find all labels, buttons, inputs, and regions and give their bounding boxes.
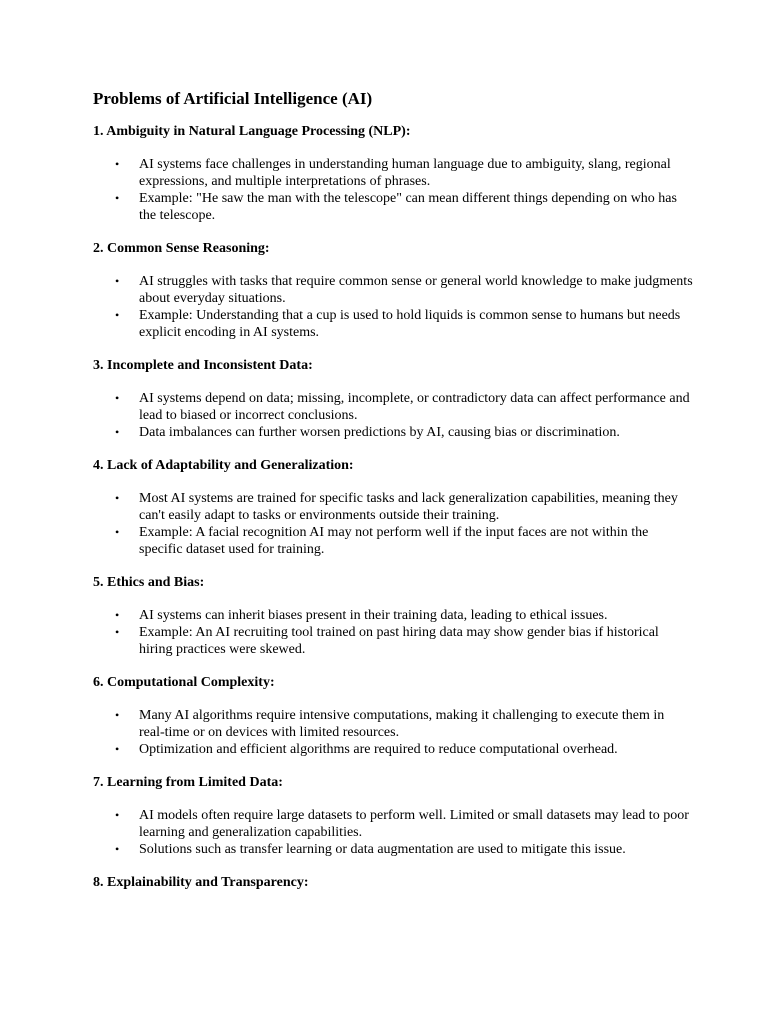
bullet-icon: • bbox=[115, 308, 120, 322]
list-item-text: AI systems can inherit biases present in their training data, leading to ethical issues. bbox=[139, 608, 608, 623]
list-item-text: AI systems depend on data; missing, incomplete, or contradictory data can affect performance and lead to biased or incorrect conclusions. bbox=[139, 391, 690, 423]
section-3 bbox=[93, 357, 693, 441]
section-6 bbox=[93, 674, 693, 758]
bullet-icon: • bbox=[115, 525, 120, 539]
bullet-icon: • bbox=[115, 808, 120, 822]
list-item bbox=[93, 156, 693, 190]
list-item-text: Solutions such as transfer learning or data augmentation are used to mitigate this issue. bbox=[139, 842, 626, 857]
bullet-icon: • bbox=[115, 842, 120, 856]
bullet-icon: • bbox=[115, 274, 120, 288]
section-heading: 8. Explainability and Transparency: bbox=[93, 875, 309, 890]
bullet-list bbox=[93, 490, 693, 558]
list-item-text: Most AI systems are trained for specific tasks and lack generalization capabilities, meaning they can't easily adapt to tasks or environments outside their training. bbox=[139, 491, 678, 523]
bullet-list bbox=[93, 156, 693, 224]
section-heading: 7. Learning from Limited Data: bbox=[93, 775, 283, 790]
list-item-text: Example: An AI recruiting tool trained on past hiring data may show gender bias if historical hiring practices were skewed. bbox=[139, 625, 659, 657]
bullet-icon: • bbox=[115, 425, 120, 439]
list-item bbox=[93, 807, 693, 841]
section-4 bbox=[93, 457, 693, 558]
list-item bbox=[93, 524, 693, 558]
section-5 bbox=[93, 574, 693, 658]
bullet-icon: • bbox=[115, 608, 120, 622]
list-item-text: Many AI algorithms require intensive computations, making it challenging to execute them in real-time or on devices with limited resources. bbox=[139, 708, 665, 740]
list-item bbox=[93, 307, 693, 341]
bullet-list bbox=[93, 390, 693, 441]
list-item-text: Example: A facial recognition AI may not perform well if the input faces are not within the specific dataset used for training. bbox=[139, 525, 649, 557]
list-item bbox=[93, 707, 693, 741]
section-heading: 6. Computational Complexity: bbox=[93, 675, 275, 690]
section-heading: 4. Lack of Adaptability and Generalization: bbox=[93, 458, 354, 473]
list-item bbox=[93, 190, 693, 224]
list-item bbox=[93, 841, 693, 858]
list-item-text: AI models often require large datasets to perform well. Limited or small datasets may lead to poor learning and generalization capabilities. bbox=[139, 808, 689, 840]
bullet-icon: • bbox=[115, 157, 120, 171]
section-8 bbox=[93, 874, 693, 891]
document-title: Problems of Artificial Intelligence (AI) bbox=[93, 89, 373, 108]
list-item bbox=[93, 390, 693, 424]
bullet-icon: • bbox=[115, 391, 120, 405]
bullet-icon: • bbox=[115, 625, 120, 639]
section-heading: 1. Ambiguity in Natural Language Processing (NLP): bbox=[93, 124, 411, 139]
list-item bbox=[93, 424, 693, 441]
list-item bbox=[93, 741, 693, 758]
bullet-list bbox=[93, 607, 693, 658]
bullet-list bbox=[93, 273, 693, 341]
bullet-list bbox=[93, 807, 693, 858]
list-item-text: Example: "He saw the man with the telescope" can mean different things depending on who has the telescope. bbox=[139, 191, 677, 223]
section-7 bbox=[93, 774, 693, 858]
bullet-list bbox=[93, 707, 693, 758]
list-item-text: AI struggles with tasks that require common sense or general world knowledge to make judgments about everyday situations. bbox=[139, 274, 693, 306]
bullet-icon: • bbox=[115, 491, 120, 505]
list-item bbox=[93, 607, 693, 624]
section-2 bbox=[93, 240, 693, 341]
section-heading: 2. Common Sense Reasoning: bbox=[93, 241, 270, 256]
section-heading: 3. Incomplete and Inconsistent Data: bbox=[93, 358, 313, 373]
document-body bbox=[93, 88, 693, 907]
list-item-text: Optimization and efficient algorithms are required to reduce computational overhead. bbox=[139, 742, 618, 757]
bullet-icon: • bbox=[115, 742, 120, 756]
bullet-icon: • bbox=[115, 708, 120, 722]
list-item-text: Example: Understanding that a cup is used to hold liquids is common sense to humans but needs explicit encoding in AI systems. bbox=[139, 308, 681, 340]
bullet-icon: • bbox=[115, 191, 120, 205]
section-heading: 5. Ethics and Bias: bbox=[93, 575, 205, 590]
list-item bbox=[93, 624, 693, 658]
section-1 bbox=[93, 123, 693, 224]
list-item bbox=[93, 273, 693, 307]
list-item bbox=[93, 490, 693, 524]
list-item-text: Data imbalances can further worsen predictions by AI, causing bias or discrimination. bbox=[139, 425, 620, 440]
list-item-text: AI systems face challenges in understanding human language due to ambiguity, slang, regional expressions, and multiple interpretations of phrases. bbox=[139, 157, 671, 189]
